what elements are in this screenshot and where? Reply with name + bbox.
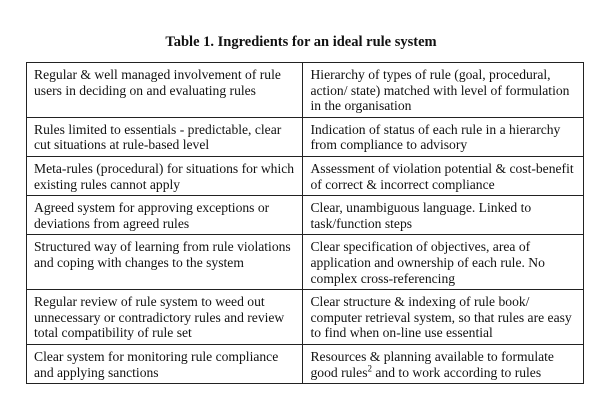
table-row [27,290,584,345]
footnote-marker: 2 [367,362,372,373]
table-row [27,344,584,383]
table-cell-right: Indication of status of each rule in a hierarchy from compliance to advisory [303,117,584,156]
table-cell-left: Clear system for monitoring rule compliance and applying sanctions [27,344,303,383]
table-title: Table 1. Ingredients for an ideal rule system [165,34,437,50]
table-row [27,156,584,195]
table-cell-left: Rules limited to essentials - predictable, clear cut situations at rule-based level [27,117,303,156]
table-cell-left: Regular & well managed involvement of rule users in deciding on and evaluating rules [27,63,303,118]
cell-text: Resources & planning available to formulate good rules [310,348,554,380]
table-row [27,235,584,290]
cell-text: and to work according to rules [372,364,542,380]
table-row [27,63,584,118]
table-cell-left: Meta-rules (procedural) for situations for which existing rules cannot apply [27,156,303,195]
table-cell-right: Clear structure & indexing of rule book/ computer retrieval system, so that rules are easy to find when on-line use essential [303,290,584,345]
table-cell-left: Structured way of learning from rule violations and coping with changes to the system [27,235,303,290]
table-cell-right: Assessment of violation potential & cost-benefit of correct & incorrect compliance [303,156,584,195]
table-cell-left: Agreed system for approving exceptions or deviations from agreed rules [27,196,303,235]
table-cell-right: Clear, unambiguous language. Linked to task/function steps [303,196,584,235]
table-row [27,196,584,235]
table-cell-right [303,344,584,383]
ingredients-table [26,62,584,384]
table-row [27,117,584,156]
table-cell-left: Regular review of rule system to weed out unnecessary or contradictory rules and review total compatibility of rule set [27,290,303,345]
table-cell-right: Clear specification of objectives, area of application and ownership of each rule. No complex cross-referencing [303,235,584,290]
table-cell-right: Hierarchy of types of rule (goal, procedural, action/ state) matched with level of formulation in the organisation [303,63,584,118]
